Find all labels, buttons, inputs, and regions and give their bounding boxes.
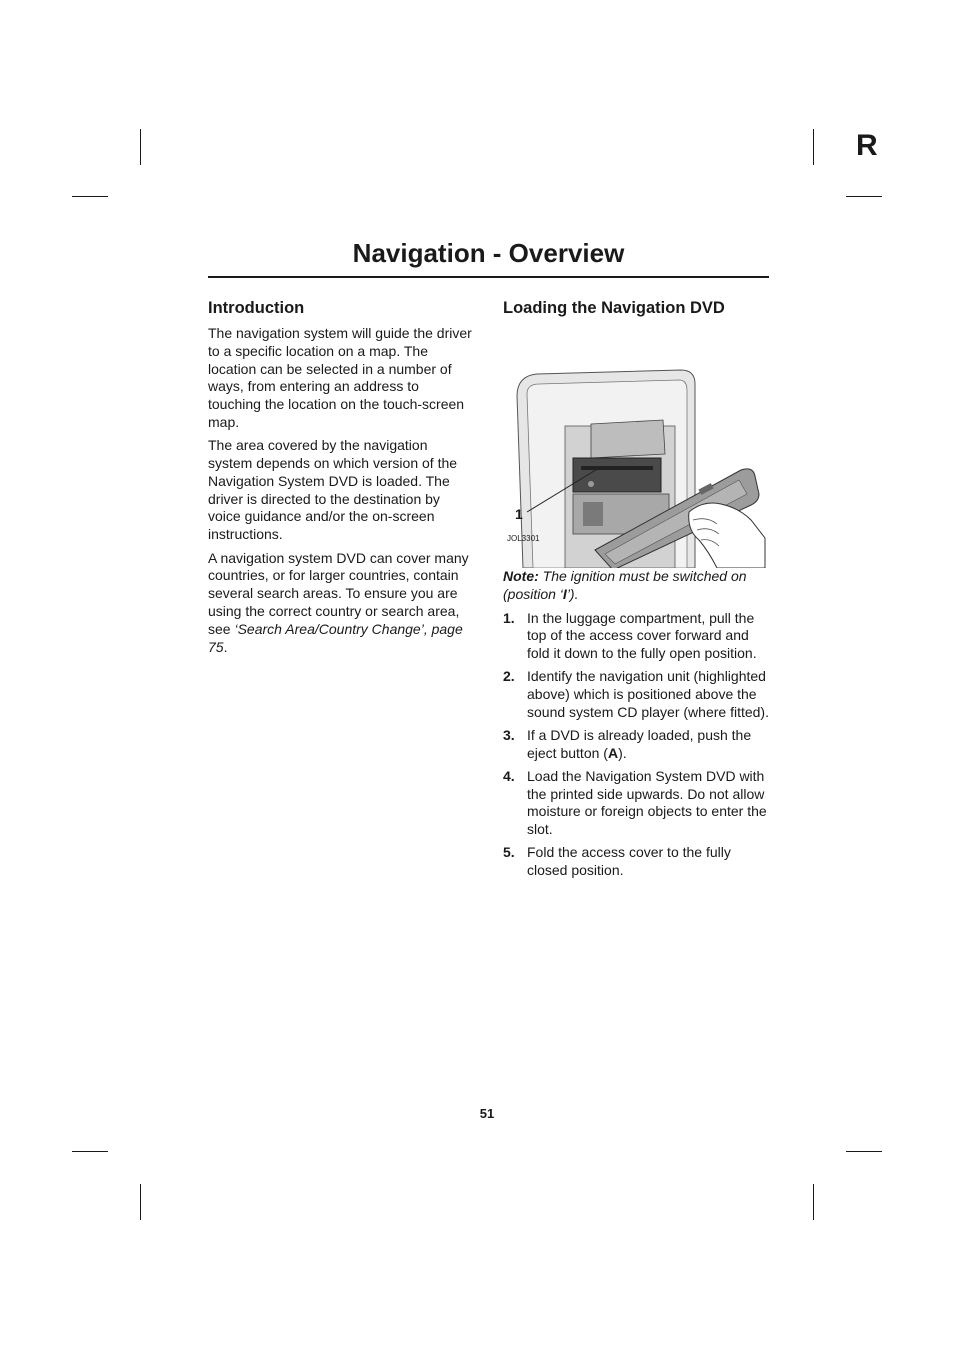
crop-mark xyxy=(72,196,108,197)
step-text: Load the Navigation System DVD with the printed side upwards. Do not allow moisture or foreign objects to enter the slot. xyxy=(527,767,767,838)
title-rule xyxy=(208,276,769,278)
cross-reference-link[interactable]: ‘Search Area/Country Change’, page 75 xyxy=(208,620,463,655)
page-title: Navigation - Overview xyxy=(352,238,625,268)
intro-paragraph-end: . xyxy=(223,638,228,655)
introduction-section xyxy=(208,296,474,662)
intro-paragraph-text: A navigation system DVD can cover many countries, or for larger countries, contain several search areas. To ensure you are using the correct country or search area, see xyxy=(208,549,469,637)
section-letter: R xyxy=(856,129,878,162)
note-end: ’). xyxy=(566,585,579,602)
loading-steps-list xyxy=(503,610,771,880)
introduction-heading: Introduction xyxy=(208,299,305,317)
intro-paragraph: The navigation system will guide the driver to a specific location on a map. The location can be selected in a number of ways, from entering an address to touching the location on the touch-screen map. xyxy=(208,325,472,430)
crop-mark xyxy=(140,1184,141,1220)
list-item xyxy=(503,668,771,721)
step-number: 1. xyxy=(503,609,515,626)
navigation-unit-illustration xyxy=(503,334,769,568)
figure-callout-label: 1 xyxy=(515,506,523,522)
crop-mark xyxy=(72,1151,108,1152)
step-text: In the luggage compartment, pull the top of the access cover forward and fold it down to the fully open position. xyxy=(527,609,757,662)
eject-button-label: A xyxy=(607,744,619,761)
step-number: 4. xyxy=(503,767,515,784)
step-number: 3. xyxy=(503,726,515,743)
list-item xyxy=(503,727,771,763)
list-item xyxy=(503,844,771,880)
step-number: 2. xyxy=(503,668,515,685)
list-item xyxy=(503,610,771,663)
note-text: The ignition must be switched on (position ‘ xyxy=(503,568,747,602)
note-label: Note: xyxy=(503,568,539,584)
step-text-end: ). xyxy=(618,744,627,761)
crop-mark xyxy=(846,1151,882,1152)
list-item xyxy=(503,768,771,839)
loading-heading: Loading the Navigation DVD xyxy=(503,299,725,317)
intro-paragraph xyxy=(208,550,474,657)
ignition-note xyxy=(503,568,771,604)
note-position: I xyxy=(562,585,567,602)
illustration-drawing xyxy=(503,334,769,568)
figure-code: JOL3301 xyxy=(507,534,540,543)
crop-mark xyxy=(813,129,814,165)
step-text: Identify the navigation unit (highlighted above) which is positioned above the sound system CD player (where fitted). xyxy=(527,668,769,720)
crop-mark xyxy=(813,1184,814,1220)
step-text: Fold the access cover to the fully closed position. xyxy=(527,844,731,879)
crop-mark xyxy=(140,129,141,165)
intro-paragraph: The area covered by the navigation system depends on which version of the Navigation System DVD is loaded. The driver is directed to the destination by voice guidance and/or the on-screen instructions. xyxy=(208,437,458,543)
step-number: 5. xyxy=(503,844,515,861)
loading-section xyxy=(503,296,771,885)
step-text: If a DVD is already loaded, push the eject button ( xyxy=(527,726,752,761)
crop-mark xyxy=(846,196,882,197)
page-number: 51 xyxy=(479,1106,495,1121)
